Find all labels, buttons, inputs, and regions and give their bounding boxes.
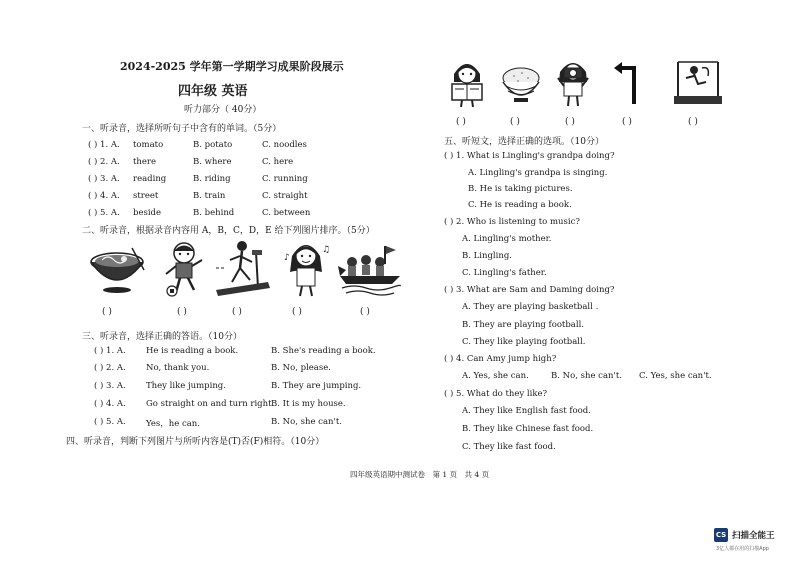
s5-q3-a: A. They are playing basketball . xyxy=(462,302,599,312)
s1-q5-b: B. behind xyxy=(193,208,235,218)
s4-paren-3[interactable]: ( ) xyxy=(565,117,575,127)
dragon-boat-picture xyxy=(338,240,402,296)
cs-logo-icon: CS xyxy=(714,528,728,542)
s1-q3-b: B. riding xyxy=(193,174,231,184)
s3-q5-a: Yes，he can. xyxy=(146,419,200,429)
noodle-bowl-picture xyxy=(88,240,146,296)
s1-q5-a: beside xyxy=(133,208,162,218)
s5-q1-c: C. He is reading a book. xyxy=(468,200,572,210)
s3-q1-a: He is reading a book. xyxy=(146,346,239,356)
s2-paren-1[interactable]: ( ) xyxy=(102,307,112,317)
s3-q5-num: ( ) 5. A. xyxy=(94,417,126,427)
s3-q2-num: ( ) 2. A. xyxy=(94,363,126,373)
s1-q2-num: ( ) 2. A. xyxy=(88,157,120,167)
svg-text:♫: ♫ xyxy=(322,245,330,255)
s2-paren-3[interactable]: ( ) xyxy=(232,307,242,317)
s1-q5-num: ( ) 5. A. xyxy=(88,208,120,218)
s1-q5-c: C. between xyxy=(262,208,311,218)
s5-q1-a: A. Lingling's grandpa is singing. xyxy=(468,168,608,178)
exam-title: 2024-2025 学年第一学期学习成果阶段展示 xyxy=(120,60,344,73)
section-4-heading: 四、听录音，判断下列图片与所听内容是(T)否(F)相符。（10分） xyxy=(66,437,325,447)
part-title: 听力部分（ 40分） xyxy=(184,105,262,115)
s1-q4-b: B. train xyxy=(193,191,226,201)
s5-q5-a: A. They like English fast food. xyxy=(462,406,591,416)
s5-q3-b: B. They are playing football. xyxy=(462,320,585,330)
s3-q1-num: ( ) 1. A. xyxy=(94,346,126,356)
s1-q2-c: C. here xyxy=(262,157,294,167)
s3-q5-b: B. No, she can't. xyxy=(271,417,342,427)
s3-q2-b: B. No, please. xyxy=(271,363,331,373)
s1-q2-a: there xyxy=(133,157,157,167)
scanner-subtitle: 3亿人都在用的扫描App xyxy=(716,546,769,552)
s5-q2-c: C. Lingling's father. xyxy=(462,268,547,278)
s1-q4-a: street xyxy=(133,191,159,201)
grade-subject: 四年级 英语 xyxy=(178,84,248,99)
s2-paren-4[interactable]: ( ) xyxy=(292,307,302,317)
s5-q2-b: B. Lingling. xyxy=(462,251,512,261)
s5-q4-a: A. Yes, she can. xyxy=(462,371,529,381)
s1-q3-a: reading xyxy=(133,174,167,184)
s3-q1-b: B. She's reading a book. xyxy=(271,346,376,356)
s3-q4-a: Go straight on and turn right. xyxy=(146,399,275,409)
s5-q5: ( ) 5. What do they like? xyxy=(444,389,548,399)
s1-q2-b: B. where xyxy=(193,157,232,167)
s4-paren-1[interactable]: ( ) xyxy=(456,117,466,127)
s3-q4-b: B. It is my house. xyxy=(271,399,346,409)
s4-paren-2[interactable]: ( ) xyxy=(510,117,520,127)
s1-q3-c: C. running xyxy=(262,174,308,184)
section-1-heading: 一、听录音，选择所听句子中含有的单词。（5分） xyxy=(82,124,282,134)
s3-q2-a: No, thank you. xyxy=(146,363,210,373)
s3-q4-num: ( ) 4. A. xyxy=(94,399,126,409)
girl-reading-picture xyxy=(446,58,488,108)
s1-q1-a: tomato xyxy=(133,140,164,150)
treadmill-picture xyxy=(212,238,274,298)
s2-paren-5[interactable]: ( ) xyxy=(360,307,370,317)
section-5-heading: 五、听短文，选择正确的选项。（10分） xyxy=(444,137,604,147)
girl-camera-picture xyxy=(554,58,592,108)
s1-q1-b: B. potato xyxy=(193,140,233,150)
s5-q4-c: C. Yes, she can't. xyxy=(639,371,712,381)
svg-text:♪: ♪ xyxy=(284,253,290,263)
s5-q3: ( ) 3. What are Sam and Daming doing? xyxy=(444,285,615,295)
s4-paren-4[interactable]: ( ) xyxy=(622,117,632,127)
s2-paren-2[interactable]: ( ) xyxy=(177,307,187,317)
girl-music-picture xyxy=(282,238,330,298)
s1-q4-c: C. straight xyxy=(262,191,308,201)
s1-q4-num: ( ) 4. A. xyxy=(88,191,120,201)
scanner-name: 扫描全能王 xyxy=(732,531,775,541)
s4-paren-5[interactable]: ( ) xyxy=(688,117,698,127)
s5-q5-b: B. They like Chinese fast food. xyxy=(462,424,594,434)
s3-q3-b: B. They are jumping. xyxy=(271,381,362,391)
s5-q4-b: B. No, she can't. xyxy=(551,371,622,381)
page-footer: 四年级英语期中测试卷 第 1 页 共 4 页 xyxy=(350,470,490,479)
section-3-heading: 三、听录音，选择正确的答语。（10分） xyxy=(82,332,242,342)
s5-q1: ( ) 1. What is Lingling's grandpa doing? xyxy=(444,151,615,161)
s3-q3-num: ( ) 3. A. xyxy=(94,381,126,391)
s3-q3-a: They like jumping. xyxy=(146,381,226,391)
s5-q2-a: A. Lingling's mother. xyxy=(462,234,552,244)
boy-football-picture xyxy=(162,240,208,298)
turn-left-arrow-picture xyxy=(612,58,642,106)
rice-bowl-picture xyxy=(500,64,542,104)
s1-q1-c: C. noodles xyxy=(262,140,307,150)
s1-q3-num: ( ) 3. A. xyxy=(88,174,120,184)
s5-q1-b: B. He is taking pictures. xyxy=(468,184,573,194)
section-2-heading: 二、听录音，根据录音内容用 A，B，C，D，E 给下列图片排序。（5分） xyxy=(82,226,375,236)
s5-q5-c: C. They like fast food. xyxy=(462,442,556,452)
s5-q2: ( ) 2. Who is listening to music? xyxy=(444,217,580,227)
scanner-watermark xyxy=(714,528,775,542)
jumping-gym-picture xyxy=(672,56,724,108)
s1-q1-num: ( ) 1. A. xyxy=(88,140,120,150)
s5-q4: ( ) 4. Can Amy jump high? xyxy=(444,354,557,364)
s5-q3-c: C. They like playing football. xyxy=(462,337,586,347)
